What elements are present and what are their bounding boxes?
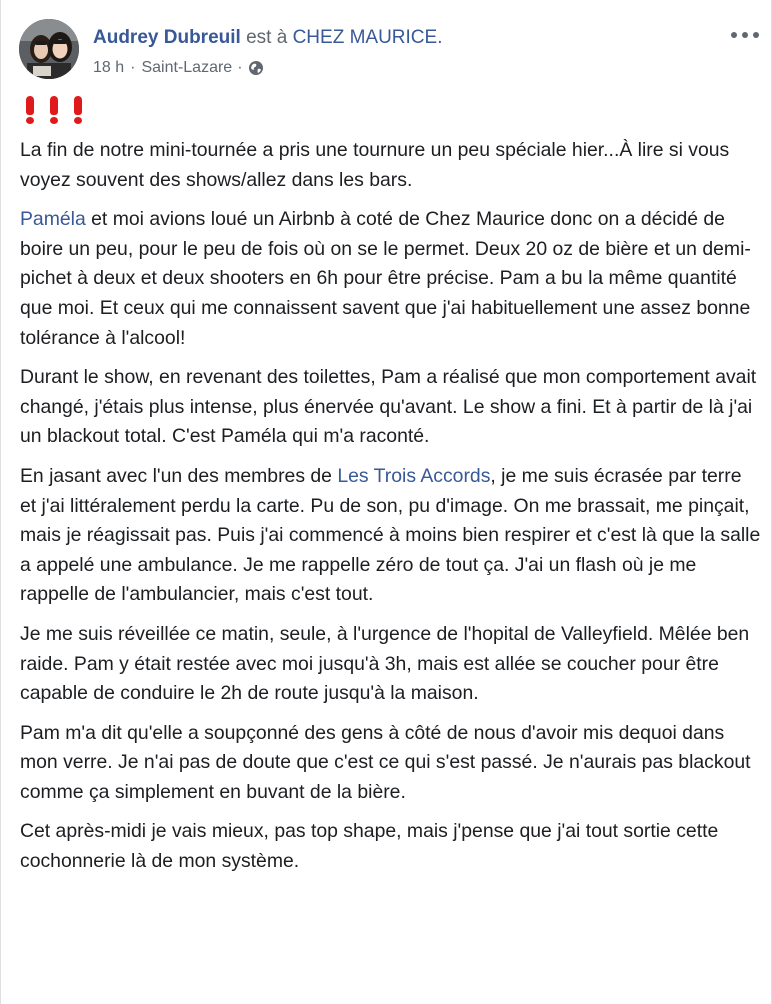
- emoji-row: [25, 96, 83, 124]
- meta-separator: ·: [130, 59, 136, 76]
- paragraph-text: , je me suis écrasée par terre et j'ai littéralement perdu la carte. Pu de son, pu d'image. On me brassait, me pinçait, mais je réagissait pas. Puis j'ai commencé à moins bien respirer et c'est là que la salle a appelé une ambulance. Je me rappelle zéro de tout ça. J'ai un flash où je me rappelle de l'ambulancier, mais c'est tout.: [20, 464, 761, 606]
- paragraph-text: Pam m'a dit qu'elle a soupçonné des gens à côté de nous d'avoir mis dequoi dans mon verre. Je n'ai pas de doute que c'est ce qui s'est passé. Je n'aurais pas blackout comme ça simplement en buvant de la bière.: [20, 721, 751, 803]
- paragraph-text: et moi avions loué un Airbnb à coté de Chez Maurice donc on a décidé de boire un peu, pour le peu de fois où on se le permet. Deux 20 oz de bière et un demi-pichet à deux et deux shooters en 6h pour être précise. Pam a bu la même quantité que moi. Et ceux qui me connaissent savent que j'ai habituellement une assez bonne tolérance à l'alcool!: [20, 208, 751, 349]
- paragraph-text: Durant le show, en revenant des toilettes, Pam a réalisé que mon comportement avait changé, j'étais plus intense, plus énervée qu'avant. Le show a fini. Et à partir de là j'ai un blackout total. C'est Paméla qui m'a raconté.: [20, 366, 757, 448]
- avatar[interactable]: [19, 19, 79, 79]
- meta-separator: ·: [237, 59, 243, 76]
- paragraph-text: La fin de notre mini-tournée a pris une tournure un peu spéciale hier...À lire si vous voyez souvent des shows/allez dans les bars.: [20, 139, 730, 191]
- more-options-icon[interactable]: [731, 28, 759, 42]
- avatar-photo: [19, 19, 79, 79]
- paragraph-text: En jasant avec l'un des membres de: [20, 464, 338, 487]
- paragraph-4: [20, 462, 762, 610]
- paragraph-text: Je me suis réveillée ce matin, seule, à l'urgence de l'hopital de Valleyfield. Mêlée ben raide. Pam y était restée avec moi jusqu'à 3h, mais est allée se coucher pour être capable de conduire le 2h de route jusqu'à la maison.: [20, 622, 750, 705]
- mention-link[interactable]: Paméla: [20, 208, 86, 231]
- paragraph-1: [20, 136, 762, 195]
- paragraph-2: [20, 205, 762, 353]
- exclamation-emoji: [25, 96, 35, 124]
- paragraph-3: [20, 363, 762, 452]
- exclamation-emoji: [49, 96, 59, 124]
- at-text: est à: [246, 27, 288, 48]
- paragraph-6: [20, 719, 762, 808]
- dot-icon: [753, 32, 759, 38]
- post-body: [20, 136, 762, 887]
- post-meta: [93, 58, 264, 78]
- post-location[interactable]: Saint-Lazare: [141, 59, 233, 76]
- place-link[interactable]: CHEZ MAURICE.: [292, 27, 443, 48]
- paragraph-7: [20, 817, 762, 876]
- exclamation-emoji: [73, 96, 83, 124]
- dot-icon: [742, 32, 748, 38]
- paragraph-text: Cet après-midi je vais mieux, pas top shape, mais j'pense que j'ai tout sortie cette cochonnerie là de mon système.: [20, 820, 719, 873]
- post-time[interactable]: 18 h: [93, 59, 125, 76]
- mention-link[interactable]: Les Trois Accords: [337, 464, 491, 487]
- globe-icon[interactable]: [248, 60, 264, 76]
- author-name[interactable]: Audrey Dubreuil: [93, 27, 241, 48]
- paragraph-5: [20, 620, 762, 709]
- dot-icon: [731, 32, 737, 38]
- post-header: [93, 26, 442, 50]
